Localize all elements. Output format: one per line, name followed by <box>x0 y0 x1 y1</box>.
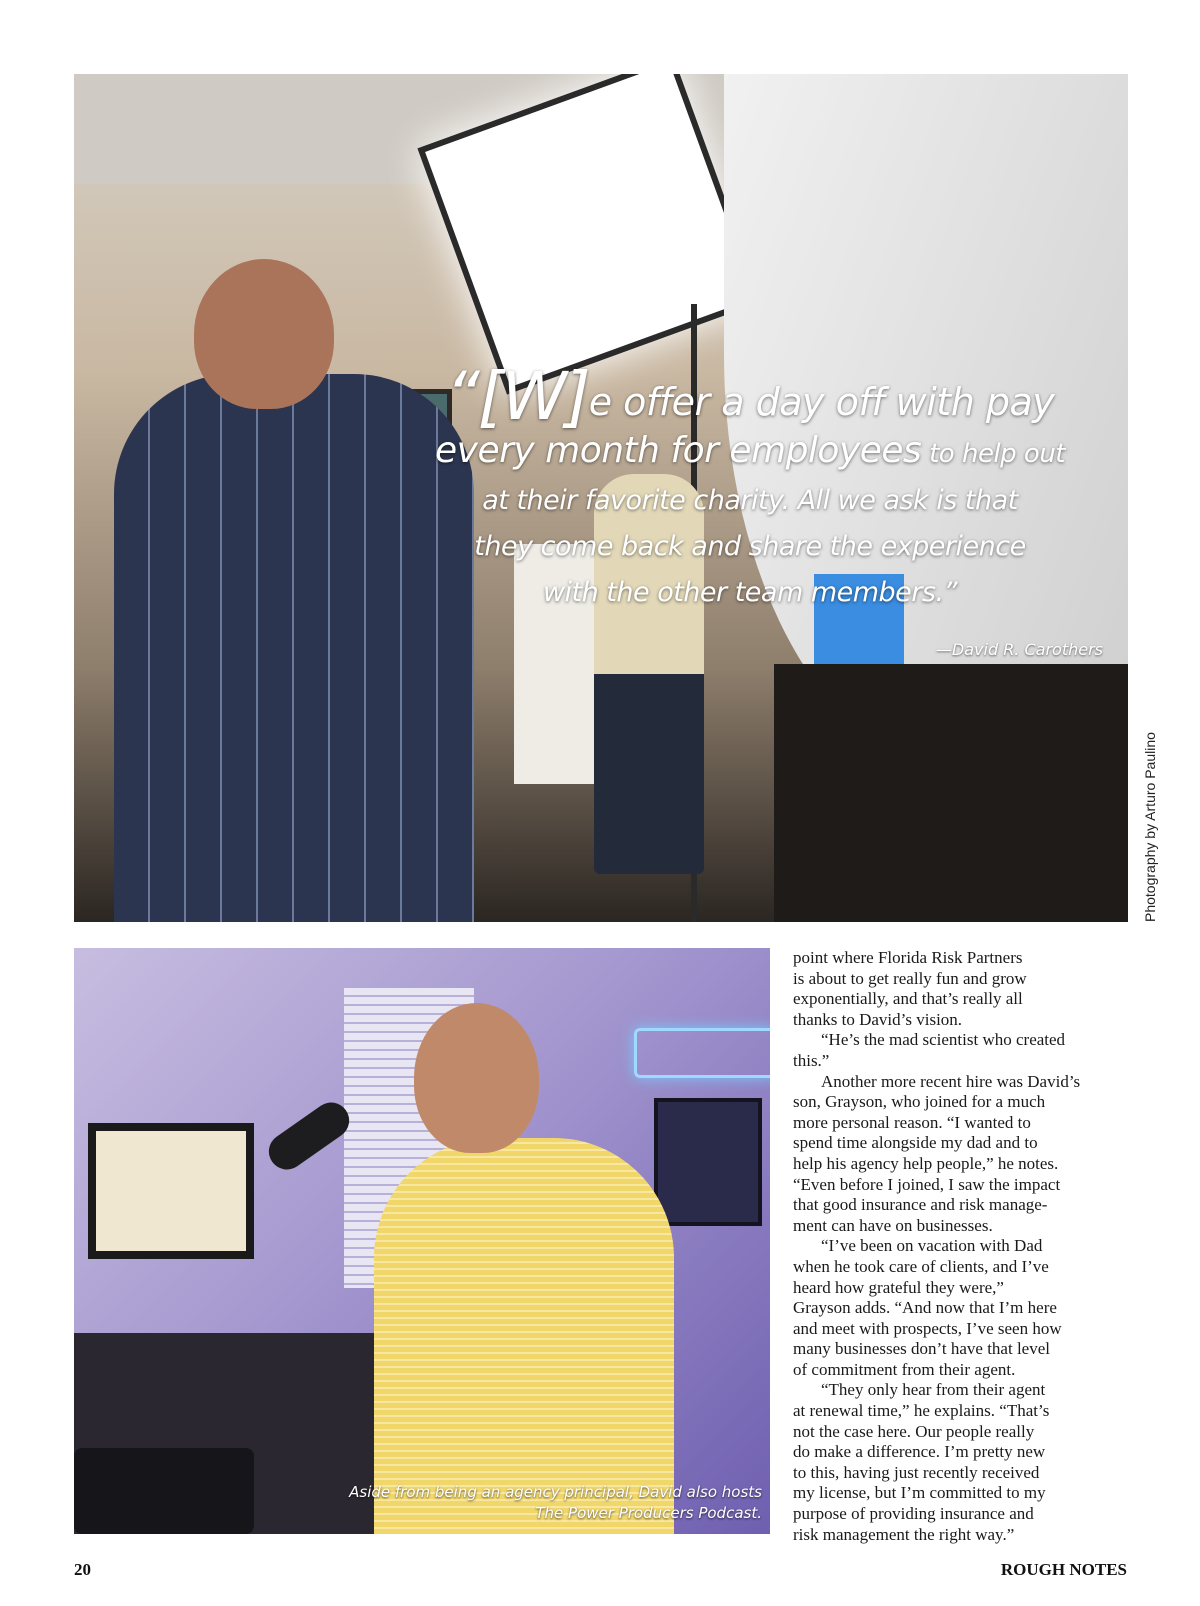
body-line: Grayson adds. “And now that I’m here <box>793 1298 1057 1318</box>
photo-credit: Photography by Arturo Paulino <box>1142 732 1158 922</box>
body-line: and meet with prospects, I’ve seen how <box>793 1318 1062 1338</box>
body-line: my license, but I’m committed to my <box>793 1483 1046 1503</box>
body-line: “He’s the mad scientist who created <box>821 1030 1066 1050</box>
body-line: risk management the right way.” <box>793 1524 1015 1544</box>
body-line: Another more recent hire was David’s <box>821 1071 1081 1091</box>
bottom-photo <box>74 948 770 1534</box>
body-line: many businesses don’t have that level <box>793 1339 1050 1359</box>
body-line: “Even before I joined, I saw the impact <box>793 1174 1061 1194</box>
keyboard <box>74 1448 254 1534</box>
man-in-yellow-shirt <box>374 1138 674 1534</box>
body-line: “They only hear from their agent <box>821 1380 1046 1400</box>
body-line: not the case here. Our people really <box>793 1421 1035 1441</box>
pull-quote-line-3: at their favorite charity. All we ask is that <box>482 485 1018 516</box>
body-line: do make a difference. I’m pretty new <box>793 1442 1046 1462</box>
photo-caption <box>349 1482 762 1524</box>
body-line: thanks to David’s vision. <box>793 1009 963 1029</box>
publication-name: ROUGH NOTES <box>1000 1560 1127 1579</box>
pull-quote <box>400 358 1100 616</box>
man-head <box>414 1003 539 1153</box>
body-line: son, Grayson, who joined for a much <box>793 1092 1046 1112</box>
pull-quote-line-4: they come back and share the experience <box>474 531 1026 562</box>
page-number: 20 <box>74 1560 91 1579</box>
body-line: this.” <box>793 1050 830 1070</box>
man-head <box>194 259 334 409</box>
desk <box>774 664 1128 922</box>
body-line: help his agency help people,” he notes. <box>793 1153 1059 1173</box>
body-line: of commitment from their agent. <box>793 1359 1016 1379</box>
photo-caption-line-2: The Power Producers Podcast. <box>535 1504 762 1522</box>
body-line: point where Florida Risk Partners <box>793 948 1023 967</box>
body-line: “I’ve been on vacation with Dad <box>821 1236 1043 1256</box>
photo-caption-line-1: Aside from being an agency principal, David also hosts <box>349 1483 762 1501</box>
body-line: when he took care of clients, and I’ve <box>793 1256 1049 1276</box>
pull-quote-line-2: every month for employees to help out <box>434 430 1066 471</box>
pull-quote-attribution: —David R. Carothers <box>935 640 1103 659</box>
body-line: more personal reason. “I wanted to <box>793 1112 1031 1132</box>
body-line: purpose of providing insurance and <box>793 1504 1034 1524</box>
body-line: spend time alongside my dad and to <box>793 1133 1038 1153</box>
body-line: ment can have on businesses. <box>793 1215 993 1235</box>
body-line: that good insurance and risk manage- <box>793 1195 1048 1215</box>
body-line: is about to get really fun and grow <box>793 968 1027 988</box>
body-line: to this, having just recently received <box>793 1462 1040 1482</box>
pull-quote-open-mark: “[W] <box>445 358 589 435</box>
body-line: exponentially, and that’s really all <box>793 989 1023 1009</box>
body-line: heard how grateful they were,” <box>793 1277 1004 1297</box>
pull-quote-line-1: “[W]e offer a day off with pay <box>445 358 1055 435</box>
wall-frame <box>654 1098 762 1226</box>
pull-quote-line-5: with the other team members.” <box>542 577 958 608</box>
body-line: at renewal time,” he explains. “That’s <box>793 1401 1050 1421</box>
neon-logo-sign <box>634 1028 770 1078</box>
microphone <box>262 1095 356 1176</box>
article-body <box>793 948 1133 1545</box>
certificate-frame <box>88 1123 254 1259</box>
